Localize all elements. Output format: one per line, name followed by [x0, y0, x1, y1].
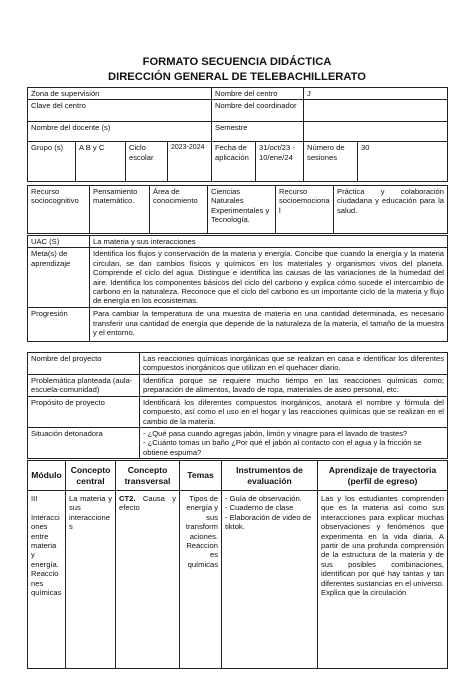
modulo-table	[27, 460, 448, 669]
grupo-value: A B y C	[76, 142, 126, 182]
sesiones-label: Número de sesiones	[304, 142, 358, 182]
ciclo-label: Ciclo escolar	[126, 142, 168, 182]
fecha-value: 31/oct/23 - 10/ene/24	[256, 142, 304, 182]
temas-cell: Tipos de energía y sus transformaciones. Reacciones químicas	[180, 491, 222, 669]
modulo-cell: III Interacciones entre materia y energía. Reacciones químicas	[28, 491, 66, 669]
nombre-proyecto-value: Las reacciones químicas inorgánicas que se realizan en casa e identificar los diferentes compuestos inorgánicos que utilizan en el quehacer diario.	[140, 353, 448, 375]
progresion-label: Progresión	[28, 308, 90, 342]
header-modulo: Módulo	[28, 461, 66, 491]
recurso-sociocognitivo-label: Recurso sociocognitivo	[28, 186, 90, 234]
title-line-2: DIRECCIÓN GENERAL DE TELEBACHILLERATO	[108, 71, 366, 83]
concepto-central-cell: La materia y sus interacciones	[66, 491, 116, 669]
ciclo-value: 2023-2024	[168, 142, 212, 182]
title-line-1: FORMATO SECUENCIA DIDÁCTICA	[142, 56, 332, 68]
sesiones-value: 30	[358, 142, 448, 182]
area-conocimiento-label: Área de conocimiento	[150, 186, 208, 234]
recursos-table	[27, 185, 448, 234]
header-concepto-transversal: Concepto transversal	[116, 461, 180, 491]
uac-value: La materia y sus interacciones	[90, 236, 448, 248]
document-title	[0, 55, 474, 85]
fecha-label: Fecha de aplicación	[212, 142, 256, 182]
ct2-text: Causa y efecto	[119, 494, 176, 513]
recurso-socioemocional-label: Recurso socioemocional	[276, 186, 334, 234]
aprendizaje-cell: Las y los estudiantes comprenden que es la materia así como sus interacciones para explicar muchas observaciones y fenómenos que experimenta en la vida diaria. A partir de una profunda comprensión de la estructura de la materia y de sus posibles combinaciones, identifican por qué hay tantas y tan diferentes sustancias en el universo. Explica que la circulación	[318, 491, 448, 669]
situacion-label: Situación detonadora	[28, 428, 140, 459]
uac-label: UAC (S)	[28, 236, 90, 248]
problematica-value: Identifica porque se requiere mucho tiempo en las reacciones químicas como; preparación de alimentos, lavado de ropa, materiales de aseo personal, etc.	[140, 374, 448, 396]
nombre-proyecto-label: Nombre del proyecto	[28, 353, 140, 375]
ct2-label: CT2.	[119, 494, 136, 503]
pensamiento-matematico: Pensamiento matemático.	[90, 186, 150, 234]
header-instrumentos: Instrumentos de evaluación	[222, 461, 318, 491]
concepto-transversal-cell	[116, 491, 180, 669]
problematica-label: Problemática planteada (aula-escuela-comunidad)	[28, 374, 140, 396]
coordinador-value	[304, 100, 448, 122]
header-concepto-central: Concepto central	[66, 461, 116, 491]
header-temas: Temas	[180, 461, 222, 491]
situacion-value: - ¿Qué pasa cuando agregas jabón, limón y vinagre para el lavado de trastes? - ¿Cuánto tomas un baño ¿Por qué el jabón al contacto con el agua y la fricción se obtiene espuma?	[140, 428, 448, 459]
nombre-centro-value: J	[304, 88, 448, 100]
progresion-value: Para cambiar la temperatura de una muestra de materia en una cantidad determinada, es necesario transferir una cantidad de energía que depende de la naturaleza de la materia, el tamaño de la muestra y el entorno.	[90, 308, 448, 342]
ciencias-naturales: Ciencias Naturales Experimentales y Tecnología.	[208, 186, 276, 234]
proposito-value: Identificará los diferentes compuestos inorgánicos, anotará el nombre y fórmula del compuesto, así como el uso en el hogar y las reacciones químicas que se realizan en el cambio de la materia.	[140, 396, 448, 427]
grupo-label: Grupo (s)	[28, 142, 76, 182]
metas-label: Meta(s) de aprendizaje	[28, 248, 90, 308]
zona-label: Zona de supervisión	[28, 88, 212, 100]
practica-colaboracion: Práctica y colaboración ciudadana y educación para la salud.	[334, 186, 448, 234]
proyecto-table	[27, 352, 448, 459]
general-info-table	[27, 87, 448, 182]
instrumentos-cell: - Guía de observación. - Cuaderno de clase - Elaboración de video de tiktok.	[222, 491, 318, 669]
docente-label: Nombre del docente (s)	[28, 122, 212, 142]
metas-value: Identifica los flujos y conservación de la materia y energía. Concibe que cuando la energía y la materia circulan, se dan cambios físicos y químicos en los materiales y organismos vivos del planeta. Comprende el ciclo del agua. Distingue e identifica las causas de las variaciones de la humedad del aire. Identifica los componentes básicos del ciclo del carbono y explica cómo sucede el intercambio de carbono en la naturaleza. Reconoce que el ciclo del carbono es un importante ciclo de la materia y flujo de energía en los ecosistemas.	[90, 248, 448, 308]
nombre-centro-label: Nombre del centro	[212, 88, 304, 100]
uac-table	[27, 235, 448, 342]
proposito-label: Propósito de proyecto	[28, 396, 140, 427]
header-aprendizaje: Aprendizaje de trayectoria (perfil de egreso)	[318, 461, 448, 491]
semestre-value	[304, 122, 448, 142]
coordinador-label: Nombre del coordinador	[212, 100, 304, 122]
clave-label: Clave del centro	[28, 100, 212, 122]
semestre-label: Semestre	[212, 122, 304, 142]
